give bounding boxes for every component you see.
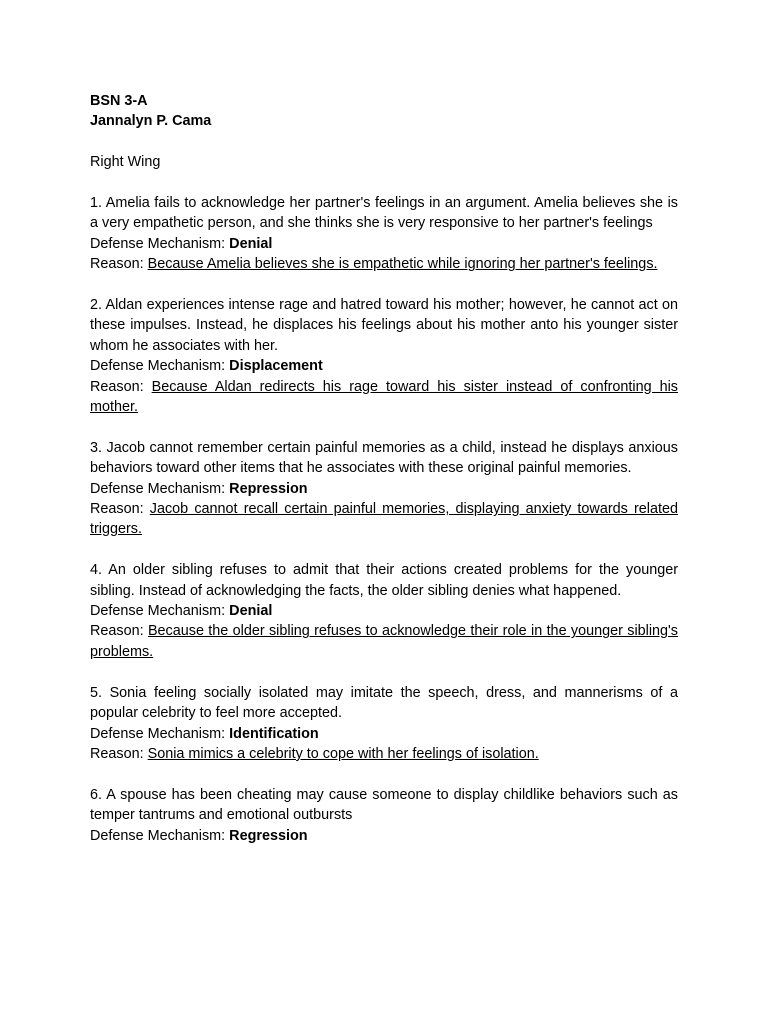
reason-label: Reason:	[90, 378, 152, 395]
reason-line	[90, 377, 678, 418]
mechanism-line	[90, 479, 678, 499]
item-2	[90, 295, 678, 417]
mechanism-value: Repression	[229, 480, 308, 497]
mechanism-value: Displacement	[229, 358, 323, 375]
author-name: Jannalyn P. Cama	[90, 113, 212, 130]
reason-line	[90, 254, 678, 274]
section-heading: BSN 3-A	[90, 93, 148, 109]
item-5	[90, 683, 678, 765]
scenario-text: 3. Jacob cannot remember certain painful memories as a child, instead he displays anxious behaviors toward other items that he associates with these original painful memories.	[90, 439, 678, 477]
scenario-text: 6. A spouse has been cheating may cause someone to display childlike behaviors such as temper tantrums and emotional outbursts	[90, 786, 678, 824]
reason-value: Because Aldan redirects his rage toward his sister instead of confronting his mother.	[90, 378, 678, 416]
mechanism-value: Denial	[229, 603, 273, 620]
mechanism-label: Defense Mechanism:	[90, 725, 230, 742]
spacer	[90, 173, 678, 193]
spacer	[90, 132, 678, 152]
reason-value: Sonia mimics a celebrity to cope with her feelings of isolation.	[147, 745, 539, 762]
item-6	[90, 785, 678, 846]
reason-line	[90, 499, 678, 540]
mechanism-label: Defense Mechanism:	[90, 603, 230, 620]
reason-label: Reason:	[90, 745, 148, 762]
mechanism-line	[90, 724, 678, 744]
mechanism-value: Identification	[229, 725, 319, 742]
mechanism-label: Defense Mechanism:	[90, 480, 230, 497]
topic-title: Right Wing	[90, 154, 161, 171]
spacer	[90, 764, 678, 784]
spacer	[90, 540, 678, 560]
scenario-text: 1. Amelia fails to acknowledge her partner's feelings in an argument. Amelia believes she is a very empathetic person, and she thinks she is very responsive to her partner's feelings	[90, 195, 678, 232]
scenario-text: 4. An older sibling refuses to admit that their actions created problems for the younger sibling. Instead of acknowledging the facts, the older sibling denies what happened.	[90, 562, 678, 599]
document-page	[90, 91, 678, 846]
spacer	[90, 662, 678, 682]
mechanism-label: Defense Mechanism:	[90, 358, 230, 375]
mechanism-label: Defense Mechanism:	[90, 827, 230, 844]
reason-value: Jacob cannot recall certain painful memories, displaying anxiety towards related triggers.	[90, 501, 678, 538]
mechanism-line	[90, 601, 678, 621]
reason-label: Reason:	[90, 256, 148, 273]
spacer	[90, 417, 678, 437]
scenario-text: 2. Aldan experiences intense rage and hatred toward his mother; however, he cannot act on these impulses. Instead, he displaces his feelings about his mother anto his younger sister whom he associates with her.	[90, 297, 678, 354]
mechanism-line	[90, 234, 678, 254]
scenario-text: 5. Sonia feeling socially isolated may imitate the speech, dress, and mannerisms of a popular celebrity to feel more accepted.	[90, 684, 678, 722]
spacer	[90, 275, 678, 295]
reason-label: Reason:	[90, 501, 150, 518]
item-3	[90, 438, 678, 540]
reason-value: Because Amelia believes she is empathetic while ignoring her partner's feelings.	[147, 256, 658, 273]
reason-label: Reason:	[90, 623, 148, 640]
mechanism-line	[90, 826, 678, 846]
reason-line	[90, 621, 678, 662]
mechanism-value: Denial	[229, 235, 273, 252]
mechanism-line	[90, 356, 678, 376]
mechanism-label: Defense Mechanism:	[90, 235, 230, 252]
item-1	[90, 193, 678, 275]
reason-value: Because the older sibling refuses to acknowledge their role in the younger sibling's problems.	[90, 623, 678, 660]
mechanism-value: Regression	[229, 827, 308, 844]
reason-line	[90, 744, 678, 764]
item-4	[90, 560, 678, 662]
